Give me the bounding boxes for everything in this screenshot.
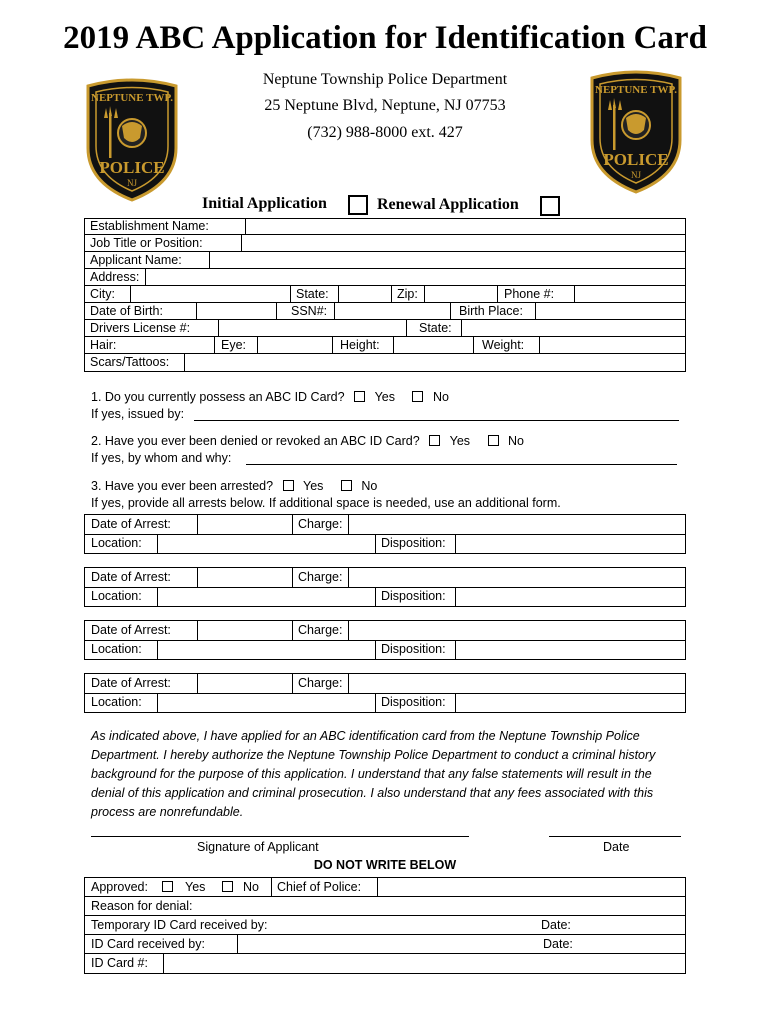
q1-yes-label: Yes [374, 390, 395, 404]
badge-bottom-text: POLICE [99, 158, 165, 177]
job-title-row [84, 235, 686, 252]
denial-row [85, 897, 685, 916]
approval-row [85, 878, 685, 897]
reason-label: Reason for denial: [91, 899, 193, 913]
height-label: Height: [340, 338, 380, 352]
initial-application-checkbox[interactable] [348, 195, 368, 215]
dob-label: Date of Birth: [90, 304, 163, 318]
question-1-text: 1. Do you currently possess an ABC ID Card? [91, 390, 345, 404]
job-title-label: Job Title or Position: [90, 236, 203, 250]
chief-label: Chief of Police: [277, 880, 362, 894]
question-2 [91, 434, 524, 448]
id-date-label: Date: [543, 937, 573, 951]
arrest-location-label: Location: [91, 589, 142, 603]
ssn-label: SSN#: [291, 304, 328, 318]
q3-yes-checkbox[interactable] [283, 480, 294, 491]
approved-no-label: No [243, 880, 259, 894]
q3-follow-label: If yes, provide all arrests below. If additional space is needed, use an additional form. [91, 496, 561, 510]
question-3 [91, 479, 377, 493]
department-name: Neptune Township Police Department [262, 71, 508, 88]
arrest-disposition-label: Disposition: [381, 589, 446, 603]
q1-no-label: No [432, 390, 449, 404]
arrest-date-label: Date of Arrest: [91, 676, 171, 690]
arrest-block [84, 567, 686, 607]
applicant-row [84, 252, 686, 269]
page-title: 2019 ABC Application for Identification Card [63, 20, 707, 56]
q1-follow-line[interactable] [194, 420, 679, 421]
birth-place-label: Birth Place: [459, 304, 523, 318]
arrest-date-label: Date of Arrest: [91, 623, 171, 637]
signature-date-line[interactable] [549, 836, 681, 837]
arrest-block [84, 620, 686, 660]
id-received-label: ID Card received by: [91, 937, 205, 951]
badge-top-text: NEPTUNE TWP. [595, 84, 677, 96]
job-title-field[interactable] [242, 235, 686, 251]
city-row [84, 286, 686, 303]
arrest-disposition-label: Disposition: [381, 695, 446, 709]
arrest-disposition-label: Disposition: [381, 536, 446, 550]
badge-bottom-text: POLICE [603, 150, 669, 169]
arrest-block [84, 514, 686, 554]
office-use-table [84, 877, 686, 974]
badge-state-text: NJ [126, 178, 138, 188]
badge-top-text: NEPTUNE TWP. [91, 92, 173, 104]
q2-yes-checkbox[interactable] [429, 435, 440, 446]
scars-row [84, 354, 686, 372]
q3-yes-label: Yes [303, 479, 324, 493]
q3-no-label: No [361, 479, 378, 493]
q3-no-checkbox[interactable] [341, 480, 352, 491]
temp-id-date-label: Date: [541, 918, 571, 932]
dl-state-label: State: [419, 321, 452, 335]
phone-label: Phone #: [504, 287, 555, 301]
initial-application-label: Initial Application [202, 195, 327, 212]
arrest-date-label: Date of Arrest: [91, 517, 171, 531]
id-number-label: ID Card #: [91, 956, 148, 970]
arrest-block [84, 673, 686, 713]
arrest-charge-label: Charge: [298, 676, 343, 690]
question-1 [91, 390, 449, 404]
physical-row [84, 337, 686, 354]
hair-label: Hair: [90, 338, 117, 352]
arrest-location-label: Location: [91, 536, 142, 550]
arrest-charge-label: Charge: [298, 570, 343, 584]
establishment-label: Establishment Name: [90, 219, 209, 233]
establishment-row [84, 218, 686, 235]
address-label: Address: [90, 270, 140, 284]
arrest-location-label: Location: [91, 642, 142, 656]
question-2-text: 2. Have you ever been denied or revoked an ABC ID Card? [91, 434, 420, 448]
scars-label: Scars/Tattoos: [90, 355, 170, 369]
applicant-label: Applicant Name: [90, 253, 182, 267]
question-3-text: 3. Have you ever been arrested? [91, 479, 274, 493]
q2-no-checkbox[interactable] [488, 435, 499, 446]
approved-label: Approved: [91, 880, 148, 894]
state-label: State: [296, 287, 329, 301]
q2-no-label: No [508, 434, 524, 448]
renewal-application-label: Renewal Application [377, 196, 519, 213]
q2-yes-label: Yes [449, 434, 471, 448]
arrest-disposition-label: Disposition: [381, 642, 446, 656]
id-received-row [85, 935, 685, 954]
q1-yes-checkbox[interactable] [354, 391, 365, 402]
approved-yes-checkbox[interactable] [162, 881, 173, 892]
dob-row [84, 303, 686, 320]
drivers-license-row [84, 320, 686, 337]
arrest-date-label: Date of Arrest: [91, 570, 171, 584]
signature-line[interactable] [91, 836, 469, 837]
department-address: 25 Neptune Blvd, Neptune, NJ 07753 [264, 97, 506, 114]
approved-yes-label: Yes [185, 880, 206, 894]
weight-label: Weight: [482, 338, 525, 352]
applicant-field[interactable] [210, 252, 686, 268]
arrest-charge-label: Charge: [298, 517, 343, 531]
renewal-application-checkbox[interactable] [540, 196, 560, 216]
badge-state-text: NJ [630, 170, 642, 180]
department-phone: (732) 988-8000 ext. 427 [307, 124, 463, 141]
arrest-location-label: Location: [91, 695, 142, 709]
approved-no-checkbox[interactable] [222, 881, 233, 892]
drivers-license-label: Drivers License #: [90, 321, 191, 335]
q1-follow-label: If yes, issued by: [91, 407, 185, 421]
eye-label: Eye: [221, 338, 247, 352]
q2-follow-label: If yes, by whom and why: [91, 451, 232, 465]
q1-no-checkbox[interactable] [412, 391, 423, 402]
authorization-statement: As indicated above, I have applied for an ABC identification card from the Neptune Township Police Department. I hereby authorize the Neptune Township Police Department to conduct a criminal history background for the purpose of this application. I understand that any false statements will result in the denial of this application and criminal prosecution. I also understand that any fees associated with this process are nonrefundable. [91, 729, 656, 819]
address-field[interactable] [146, 269, 686, 285]
temp-id-received-label: Temporary ID Card received by: [91, 918, 268, 932]
zip-label: Zip: [397, 287, 418, 301]
arrest-charge-label: Charge: [298, 623, 343, 637]
signature-date-label: Date [603, 840, 630, 854]
establishment-field[interactable] [246, 218, 686, 234]
temp-id-row [85, 916, 685, 935]
signature-label: Signature of Applicant [197, 840, 319, 854]
address-row [84, 269, 686, 286]
q2-follow-line[interactable] [246, 464, 677, 465]
office-use-heading: DO NOT WRITE BELOW [313, 858, 457, 872]
city-label: City: [90, 287, 115, 301]
id-number-row [85, 954, 685, 973]
